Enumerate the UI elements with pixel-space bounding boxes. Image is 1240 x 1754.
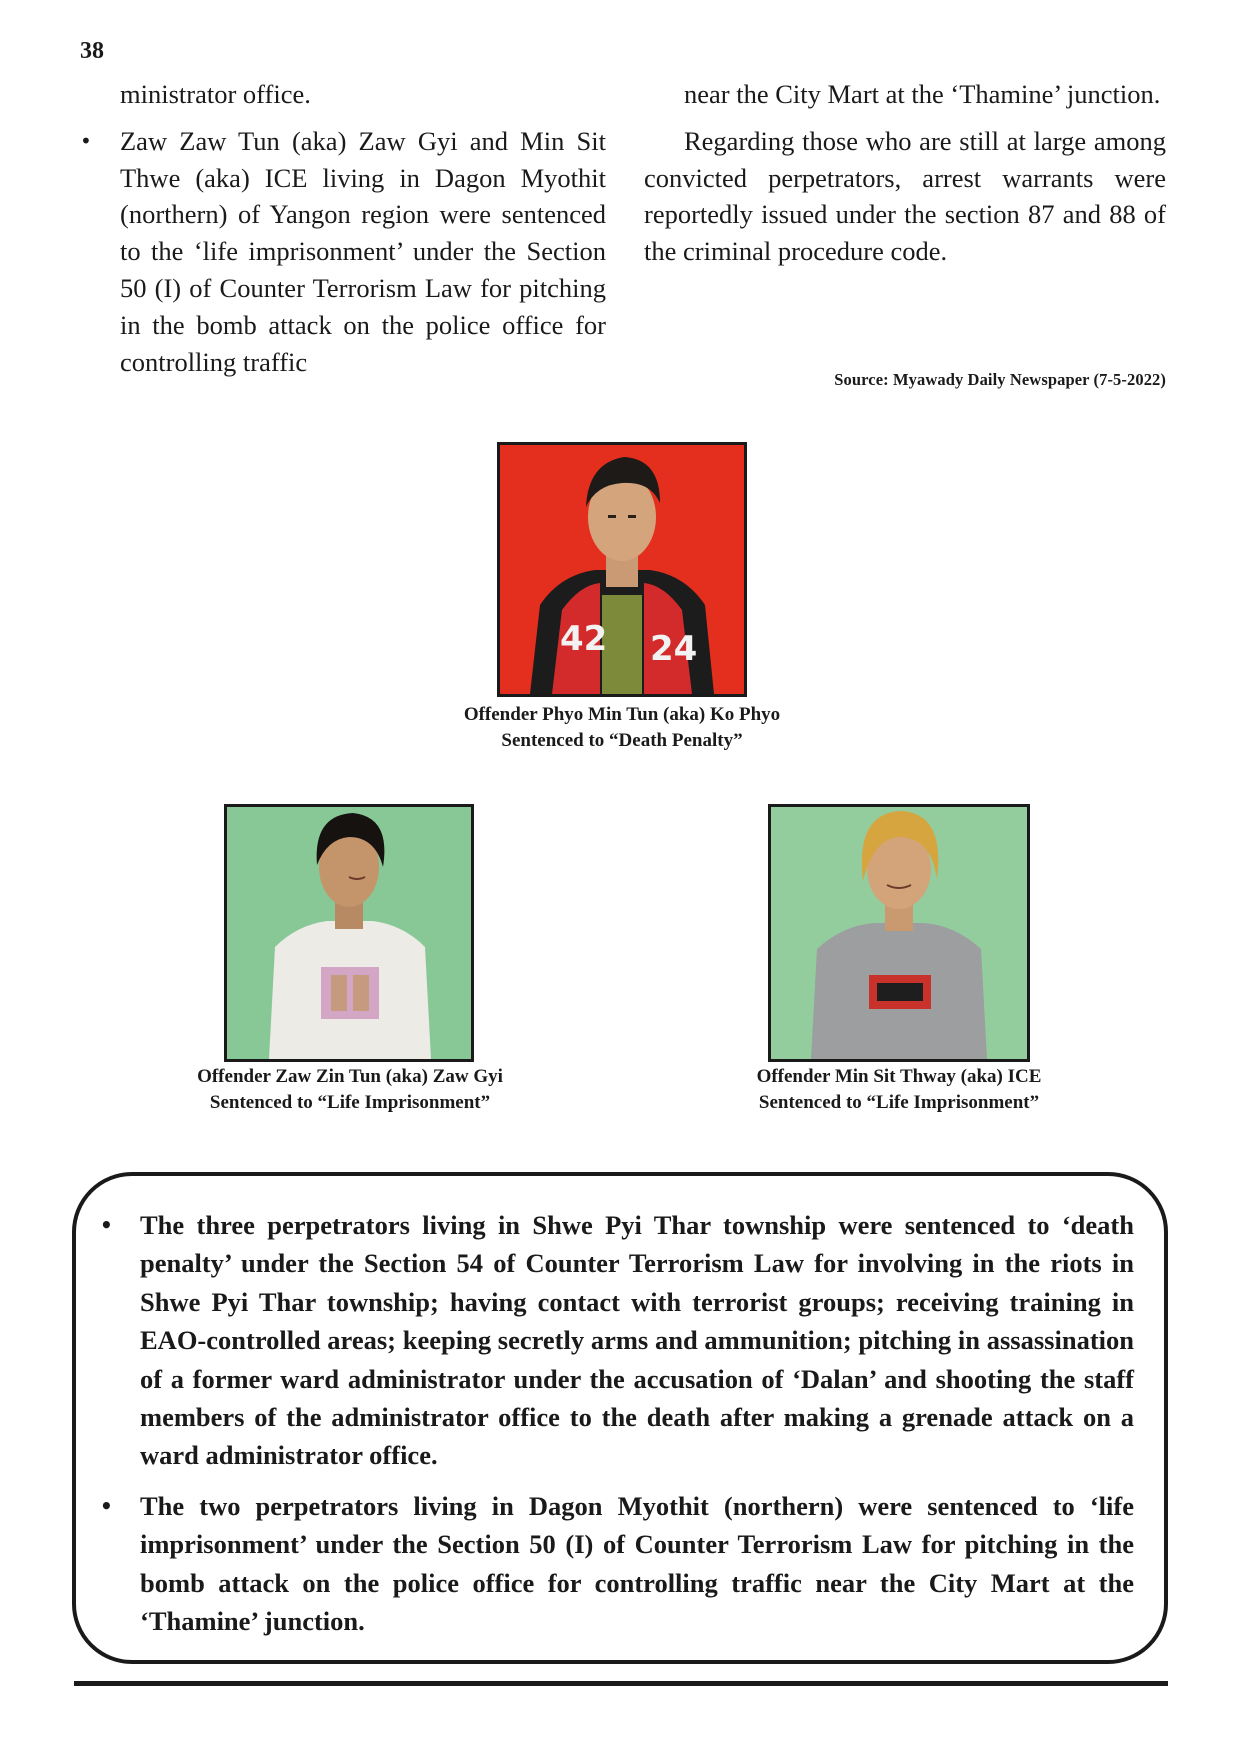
left-column xyxy=(80,76,606,380)
summary-box xyxy=(72,1172,1168,1664)
svg-text:24: 24 xyxy=(650,629,698,669)
source-credit: Source: Myawady Daily Newspaper (7-5-2022) xyxy=(834,370,1166,389)
bottom-rule xyxy=(74,1681,1168,1686)
offender-photo-zaw-zin-tun xyxy=(224,804,474,1062)
bullet-dagon-perpetrators: • Zaw Zaw Tun (aka) Zaw Gyi and Min Sit Thwe (aka) ICE living in Dagon Myothit (northern) of Yangon region were sentenced to the ‘life imprisonment’ under the Section 50 (I) of Counter Terrorism Law for pitching in the bomb attack on the police office for controlling traffic xyxy=(120,123,606,381)
continuation-paragraph: near the City Mart at the ‘Thamine’ junction. xyxy=(684,79,1161,109)
caption-phyo-min-tun xyxy=(440,702,804,754)
caption-sentence: Sentenced to “Death Penalty” xyxy=(501,730,743,751)
summary-list xyxy=(76,1176,1164,1640)
offender-photo-phyo-min-tun xyxy=(497,442,747,697)
left-bullet-list xyxy=(80,123,606,381)
continuation-line: ministrator office. xyxy=(120,79,311,109)
portrait-image xyxy=(771,807,1027,1059)
right-column xyxy=(644,76,1166,270)
summary-item-life-imprisonment: • The two perpetrators living in Dagon Myothit (northern) were sentenced to ‘life imprisonment’ under the Section 50 (I) of Counter Terrorism Law for pitching in the bomb attack on the police office for controlling traffic near the City Mart at the ‘Thamine’ junction. xyxy=(140,1487,1134,1641)
svg-text:42: 42 xyxy=(560,619,608,659)
portrait-image xyxy=(227,807,471,1059)
offender-photo-min-sit-thway xyxy=(768,804,1030,1062)
summary-item-death-penalty: • The three perpetrators living in Shwe Pyi Thar township were sentenced to ‘death penalty’ under the Section 54 of Counter Terrorism Law for involving in the riots in Shwe Pyi Thar township; having contact with terrorist groups; receiving training in EAO-controlled areas; keeping secretly arms and ammunition; pitching in assassination of a former ward administrator under the accusation of ‘Dalan’ and shooting the staff members of the administrator office to the death after making a grenade attack on a ward administrator office. xyxy=(140,1206,1134,1475)
caption-zaw-zin-tun xyxy=(168,1064,532,1116)
caption-name: Offender Zaw Zin Tun (aka) Zaw Gyi xyxy=(197,1066,503,1087)
caption-name: Offender Min Sit Thway (aka) ICE xyxy=(756,1066,1042,1087)
arrest-warrant-paragraph: Regarding those who are still at large among convicted perpetrators, arrest warrants were reportedly issued under the section 87 and 88 of the criminal procedure code. xyxy=(644,125,1166,267)
portrait-image xyxy=(500,445,744,694)
caption-name: Offender Phyo Min Tun (aka) Ko Phyo xyxy=(463,704,781,725)
page-number: 38 xyxy=(80,38,104,64)
caption-min-sit-thway xyxy=(716,1064,1082,1116)
caption-sentence: Sentenced to “Life Imprisonment” xyxy=(209,1092,491,1113)
caption-sentence: Sentenced to “Life Imprisonment” xyxy=(758,1092,1040,1113)
